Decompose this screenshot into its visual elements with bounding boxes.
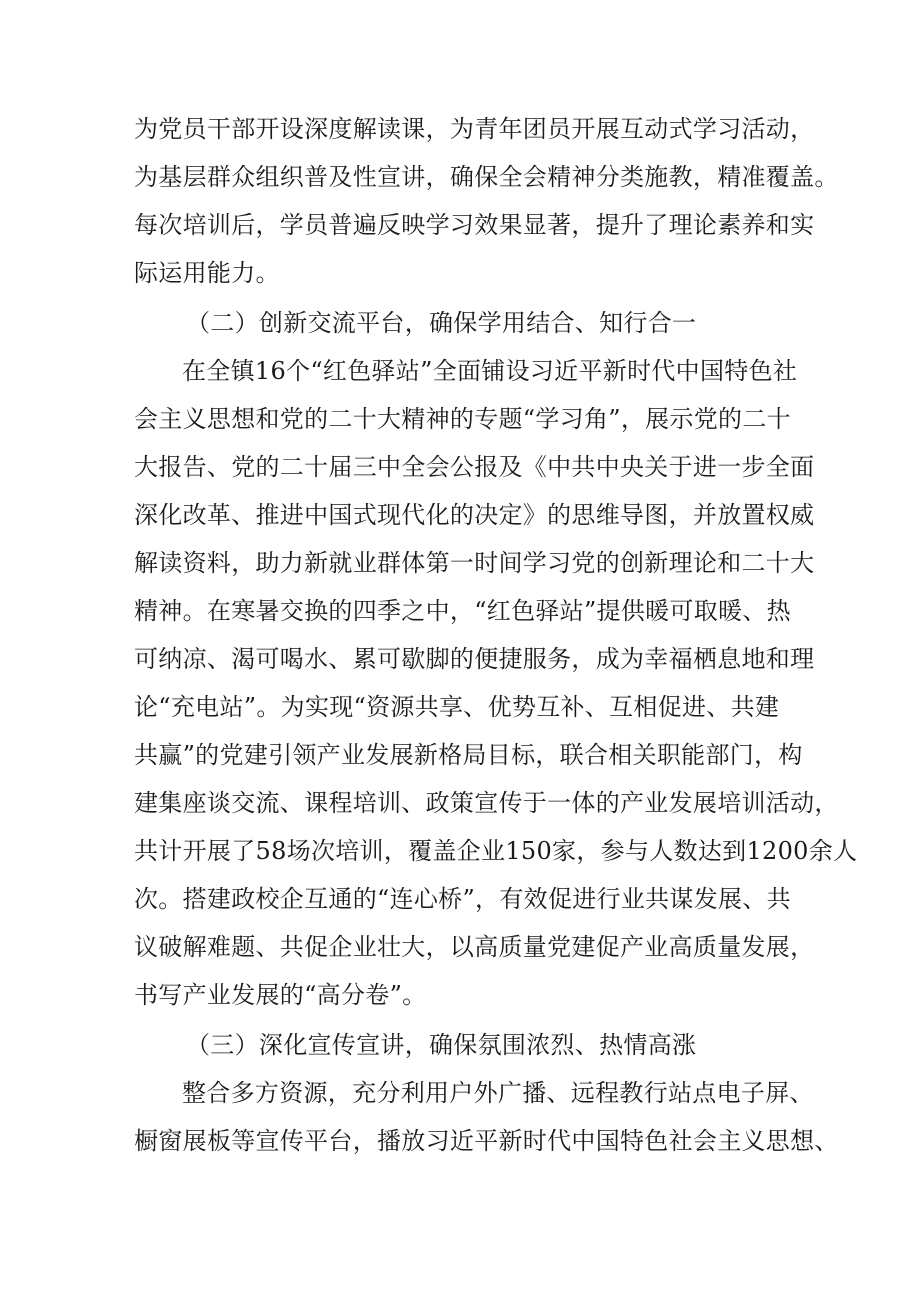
text-line: 共计开展了58场次培训，覆盖企业150家，参与人数达到1200余人	[134, 837, 858, 865]
text-line: 书写产业发展的“高分卷”。	[134, 981, 427, 1009]
text-line: 次。搭建政校企互通的“连心桥”，有效促进行业共谋发展、共	[134, 885, 791, 913]
text-line: 为党员干部开设深度解读课，为青年团员开展互动式学习活动，	[134, 115, 815, 143]
text-line: 橱窗展板等宣传平台，播放习近平新时代中国特色社会主义思想、	[134, 1127, 839, 1155]
text-line: 解读资料，助力新就业群体第一时间学习党的创新理论和二十大	[134, 549, 815, 577]
text-line: 大报告、党的二十届三中全会公报及《中共中央关于进一步全面	[134, 453, 815, 481]
text-line: 整合多方资源，充分利用户外广播、远程教行站点电子屏、	[182, 1079, 814, 1107]
text-line: 在全镇16个“红色驿站”全面铺设习近平新时代中国特色社	[182, 357, 798, 385]
text-line: 为基层群众组织普及性宣讲，确保全会精神分类施教，精准覆盖。	[134, 163, 839, 191]
text-line: 议破解难题、共促企业壮大，以高质量党建促产业高质量发展，	[134, 933, 815, 961]
text-line: 论“充电站”。为实现“资源共享、优势互补、互相促进、共建	[134, 693, 780, 721]
section-heading: （三）深化宣传宣讲，确保氛围浓烈、热情高涨	[186, 1031, 697, 1059]
text-line: 可纳凉、渴可喝水、累可歇脚的便捷服务，成为幸福栖息地和理	[134, 645, 815, 673]
text-line: 共赢”的党建引领产业发展新格局目标，联合相关职能部门，构	[134, 741, 803, 769]
text-line: 精神。在寒暑交换的四季之中，“红色驿站”提供暖可取暖、热	[134, 597, 791, 625]
text-line: 每次培训后，学员普遍反映学习效果显著，提升了理论素养和实	[134, 211, 815, 239]
text-line: 建集座谈交流、课程培训、政策宣传于一体的产业发展培训活动，	[134, 789, 839, 817]
text-line: 际运用能力。	[134, 259, 280, 287]
section-heading: （二）创新交流平台，确保学用结合、知行合一	[186, 309, 697, 337]
text-line: 会主义思想和党的二十大精神的专题“学习角”，展示党的二十	[134, 405, 791, 433]
text-line: 深化改革、推进中国式现代化的决定》的思维导图，并放置权威	[134, 501, 815, 529]
